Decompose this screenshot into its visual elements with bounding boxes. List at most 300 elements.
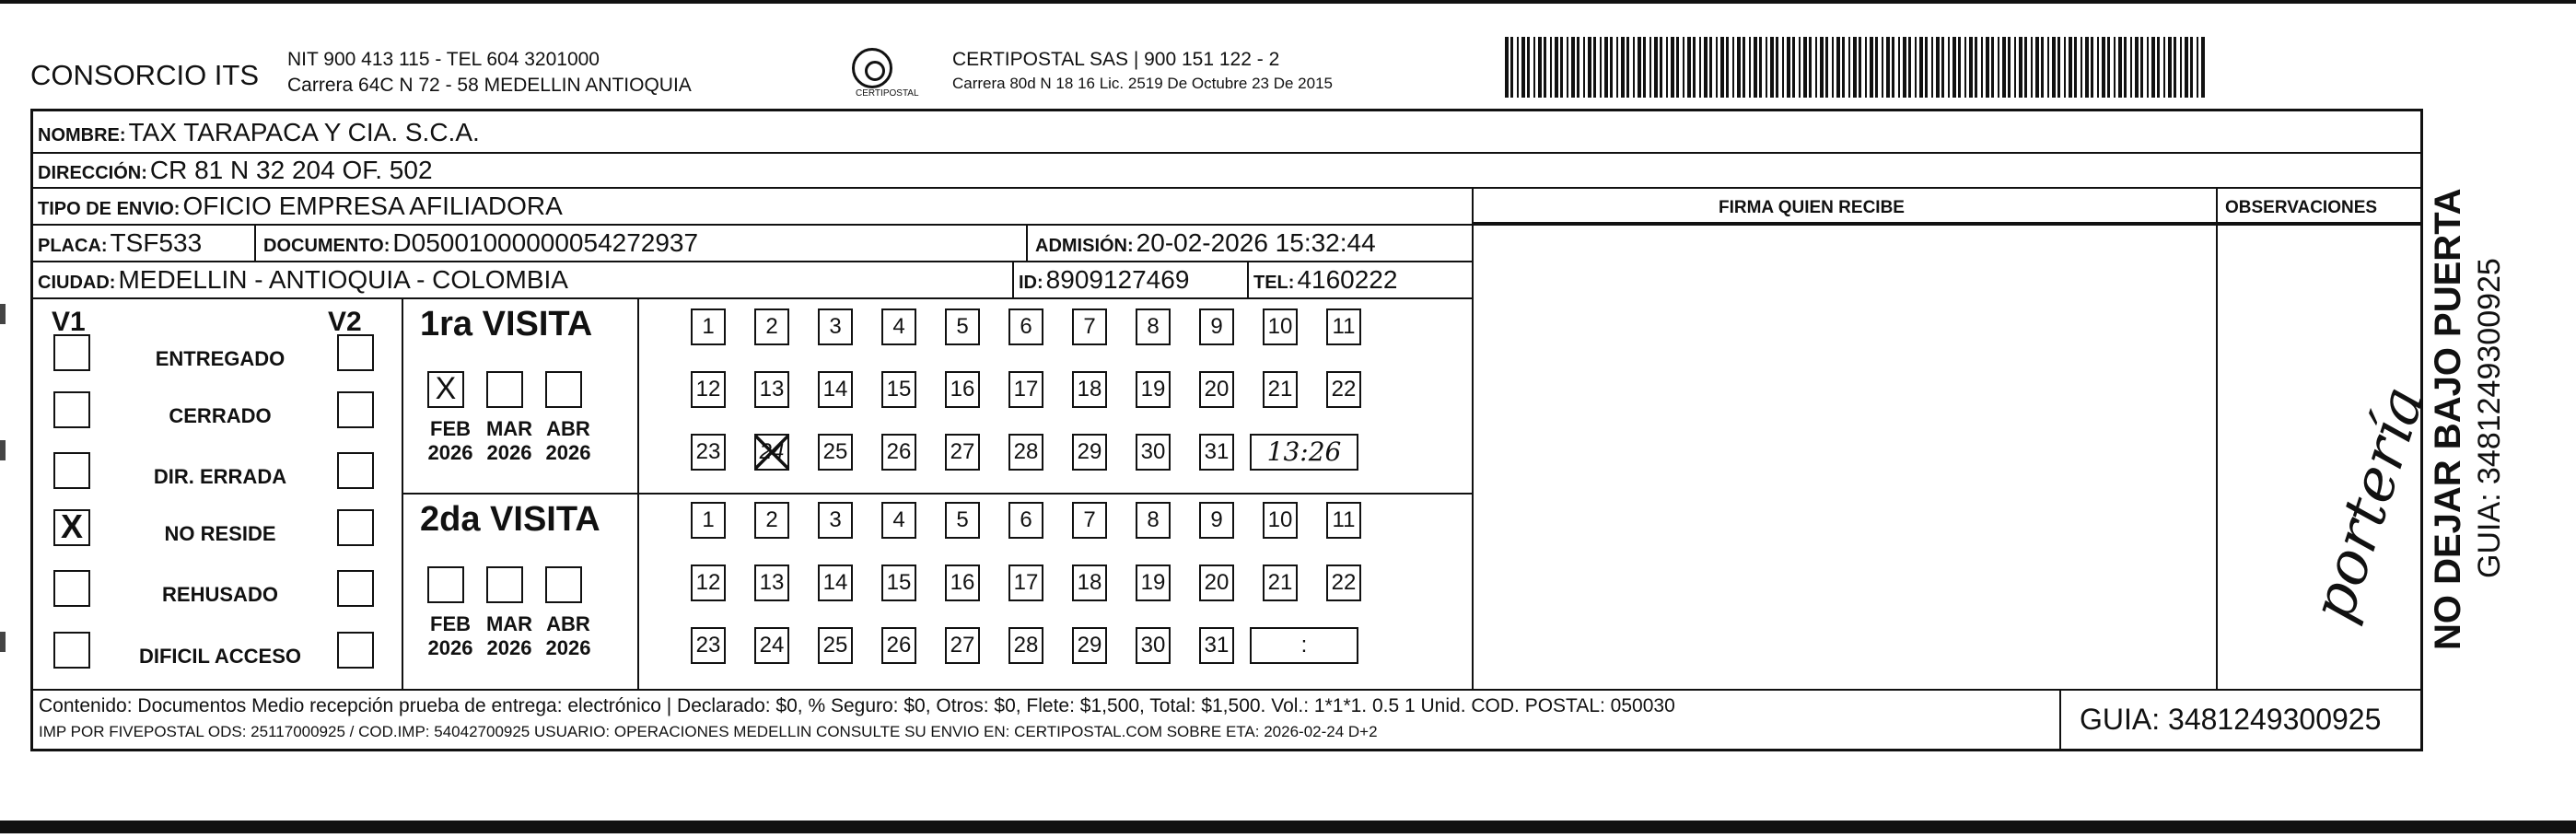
barcode-bar bbox=[1610, 37, 1613, 98]
day-box-1-13[interactable]: 13 bbox=[754, 564, 789, 601]
month-year: 2026 bbox=[545, 441, 591, 464]
day-box-1-6[interactable]: 6 bbox=[1008, 502, 1043, 539]
footer-contenido: Contenido: Documentos Medio recepción prueba de entrega: electrónico | Declarado: $0, % Seguro: $0, Otros: $0, Flete: $1,500, Total: $1,500. Vol.: 1*1*1. 0.5 1 Unid. COD. POSTAL: 050030 bbox=[39, 695, 1675, 716]
bottom-border-line bbox=[0, 821, 2576, 833]
day-box-1-10[interactable]: 10 bbox=[1263, 502, 1298, 539]
month-checkbox-1-0[interactable] bbox=[427, 566, 464, 603]
barcode-bar bbox=[1693, 37, 1696, 98]
day-box-0-8[interactable]: 8 bbox=[1136, 308, 1171, 345]
day-box-1-30[interactable]: 30 bbox=[1136, 627, 1171, 664]
tel-value: 4160222 bbox=[1297, 265, 1398, 294]
day-box-0-3[interactable]: 3 bbox=[818, 308, 853, 345]
barcode-bar bbox=[1510, 37, 1513, 98]
barcode-bar bbox=[1799, 37, 1801, 98]
barcode-bar bbox=[2157, 37, 2160, 98]
column-divider bbox=[1026, 224, 1028, 261]
no-dejar-bajo-puerta: NO DEJAR BAJO PUERTA bbox=[2428, 188, 2468, 650]
id-value: 8909127469 bbox=[1045, 265, 1190, 294]
barcode-bar bbox=[1583, 37, 1585, 98]
barcode-bar bbox=[1709, 37, 1712, 98]
v2-checkbox-5[interactable] bbox=[337, 632, 374, 669]
month-year: 2026 bbox=[486, 441, 532, 464]
column-divider bbox=[402, 297, 403, 689]
barcode-bar bbox=[1815, 37, 1817, 98]
month-label-0-2 bbox=[538, 417, 599, 465]
day-box-1-3[interactable]: 3 bbox=[818, 502, 853, 539]
day-box-1-9[interactable]: 9 bbox=[1199, 502, 1234, 539]
barcode-bar bbox=[2014, 37, 2016, 98]
nombre-label: NOMBRE: bbox=[38, 125, 126, 145]
barcode-bar bbox=[1859, 37, 1861, 98]
column-divider bbox=[1472, 187, 1474, 689]
barcode-bar bbox=[1666, 37, 1668, 98]
barcode-bar bbox=[1853, 37, 1857, 98]
visit-divider bbox=[402, 493, 1472, 495]
row-divider bbox=[1472, 224, 2420, 226]
v1-checkbox-0[interactable] bbox=[53, 334, 90, 371]
day-box-0-27[interactable]: 27 bbox=[945, 434, 980, 471]
day-box-1-21[interactable]: 21 bbox=[1263, 564, 1298, 601]
day-box-0-17[interactable]: 17 bbox=[1008, 371, 1043, 408]
status-label-2: DIR. ERRADA bbox=[153, 465, 287, 488]
nombre-field bbox=[38, 120, 480, 145]
barcode-bar bbox=[1875, 37, 1878, 98]
barcode-bar bbox=[2114, 37, 2116, 98]
company-name: CONSORCIO ITS bbox=[30, 59, 260, 91]
status-label-3: NO RESIDE bbox=[164, 522, 276, 545]
v1-checkbox-1[interactable] bbox=[53, 391, 90, 428]
barcode-bar bbox=[2019, 37, 2022, 98]
barcode-bar bbox=[1699, 37, 1701, 98]
v2-heading: V2 bbox=[328, 307, 362, 337]
barcode-bar bbox=[1604, 37, 1608, 98]
day-box-1-27[interactable]: 27 bbox=[945, 627, 980, 664]
barcode-bar bbox=[1633, 37, 1635, 98]
day-box-0-16[interactable]: 16 bbox=[945, 371, 980, 408]
direccion-value: CR 81 N 32 204 OF. 502 bbox=[149, 156, 433, 184]
footer-imp-line: IMP POR FIVEPOSTAL ODS: 25117000925 / COD.IMP: 54042700925 USUARIO: OPERACIONES MEDELLIN CONSULTE SU ENVIO EN: CERTIPOSTAL.COM SOBRE ETA: 2026-02-24 D+2 bbox=[39, 723, 1378, 740]
month-name: MAR bbox=[485, 612, 533, 635]
day-box-0-29[interactable]: 29 bbox=[1072, 434, 1107, 471]
barcode-bar bbox=[1975, 37, 1977, 98]
day-box-0-12[interactable]: 12 bbox=[691, 371, 726, 408]
barcode-bar bbox=[1981, 37, 1983, 98]
barcode-bar bbox=[2057, 37, 2060, 98]
day-box-0-14[interactable]: 14 bbox=[818, 371, 853, 408]
barcode-bar bbox=[1991, 37, 1994, 98]
barcode-bar bbox=[1521, 37, 1525, 98]
barcode-bar bbox=[1809, 37, 1812, 98]
day-box-0-15[interactable]: 15 bbox=[881, 371, 916, 408]
v2-checkbox-3[interactable] bbox=[337, 509, 374, 546]
barcode-bar bbox=[1616, 37, 1618, 98]
column-divider bbox=[637, 297, 639, 689]
barcode-bar bbox=[1593, 37, 1596, 98]
v2-checkbox-0[interactable] bbox=[337, 334, 374, 371]
day-box-1-16[interactable]: 16 bbox=[945, 564, 980, 601]
barcode-bar bbox=[1948, 37, 1950, 98]
barcode-bar bbox=[2002, 37, 2006, 98]
day-box-1-4[interactable]: 4 bbox=[881, 502, 916, 539]
barcode-bar bbox=[1848, 37, 1850, 98]
barcode-bar bbox=[1892, 37, 1894, 98]
day-box-0-31[interactable]: 31 bbox=[1199, 434, 1234, 471]
day-box-0-23[interactable]: 23 bbox=[691, 434, 726, 471]
barcode-bar bbox=[1533, 37, 1535, 98]
barcode-bar bbox=[1527, 37, 1530, 98]
barcode-bar bbox=[1782, 37, 1784, 98]
barcode-bar bbox=[1626, 37, 1629, 98]
barcode-bar bbox=[1964, 37, 1966, 98]
placa-field bbox=[38, 230, 202, 256]
visit-title-0: 1ra VISITA bbox=[420, 305, 593, 343]
day-box-1-14[interactable]: 14 bbox=[818, 564, 853, 601]
barcode-bar bbox=[1567, 37, 1568, 98]
barcode-bar bbox=[2185, 37, 2188, 98]
barcode-bar bbox=[1621, 37, 1625, 98]
barcode-bar bbox=[1732, 37, 1734, 98]
column-divider bbox=[2216, 187, 2218, 689]
footer-guia: GUIA: 3481249300925 bbox=[2080, 703, 2382, 736]
delivery-form bbox=[30, 109, 2439, 751]
barcode-bar bbox=[1958, 37, 1961, 98]
barcode-bar bbox=[1832, 37, 1834, 98]
barcode-bar bbox=[1704, 37, 1708, 98]
barcode-bar bbox=[1544, 37, 1546, 98]
ciudad-value: MEDELLIN - ANTIOQUIA - COLOMBIA bbox=[118, 265, 568, 294]
barcode-bar bbox=[1836, 37, 1840, 98]
tipo-envio-label: TIPO DE ENVIO: bbox=[38, 199, 181, 219]
v1-checkbox-5[interactable] bbox=[53, 632, 90, 669]
barcode-bar bbox=[2091, 37, 2093, 98]
top-border-line bbox=[0, 0, 2576, 4]
barcode-bar bbox=[1676, 37, 1679, 98]
barcode-bar bbox=[1936, 37, 1940, 98]
barcode-bar bbox=[2008, 37, 2011, 98]
status-label-0: ENTREGADO bbox=[155, 347, 286, 370]
barcode-bar bbox=[2147, 37, 2149, 98]
barcode-bar bbox=[1600, 37, 1602, 98]
barcode-bar bbox=[1908, 37, 1911, 98]
observaciones-handwriting: portería bbox=[2299, 378, 2439, 630]
barcode-bar bbox=[1865, 37, 1867, 98]
day-box-0-18[interactable]: 18 bbox=[1072, 371, 1107, 408]
certipostal-logo-icon bbox=[852, 48, 892, 88]
documento-label: DOCUMENTO: bbox=[263, 236, 390, 256]
day-box-1-5[interactable]: 5 bbox=[945, 502, 980, 539]
barcode-bar bbox=[1825, 37, 1828, 98]
barcode-bar bbox=[2151, 37, 2155, 98]
status-label-5: DIFICIL ACCESO bbox=[138, 645, 301, 668]
day-box-1-31[interactable]: 31 bbox=[1199, 627, 1234, 664]
month-year: 2026 bbox=[427, 441, 473, 464]
day-box-0-24[interactable]: 24 bbox=[754, 434, 789, 471]
month-name: FEB bbox=[430, 417, 471, 440]
time-box-1[interactable]: : bbox=[1250, 627, 1358, 664]
month-year: 2026 bbox=[545, 636, 591, 659]
day-box-1-29[interactable]: 29 bbox=[1072, 627, 1107, 664]
barcode-bar bbox=[1925, 37, 1928, 98]
barcode-bar bbox=[1726, 37, 1729, 98]
barcode-bar bbox=[2201, 37, 2205, 98]
barcode-bar bbox=[2197, 37, 2198, 98]
day-box-0-7[interactable]: 7 bbox=[1072, 308, 1107, 345]
tel-label: TEL: bbox=[1253, 273, 1295, 293]
barcode-bar bbox=[1737, 37, 1741, 98]
row-divider bbox=[33, 297, 1472, 299]
barcode-bar bbox=[2107, 37, 2110, 98]
row-divider bbox=[33, 224, 1472, 226]
day-box-0-25[interactable]: 25 bbox=[818, 434, 853, 471]
left-edge-mark bbox=[0, 440, 6, 460]
day-box-0-30[interactable]: 30 bbox=[1136, 434, 1171, 471]
ciudad-label: CIUDAD: bbox=[38, 273, 116, 293]
day-box-0-4[interactable]: 4 bbox=[881, 308, 916, 345]
v1-checkbox-3[interactable]: X bbox=[53, 509, 90, 546]
day-box-0-1[interactable]: 1 bbox=[691, 308, 726, 345]
month-checkbox-0-2[interactable] bbox=[545, 371, 582, 408]
id-field bbox=[1019, 267, 1189, 293]
day-box-1-25[interactable]: 25 bbox=[818, 627, 853, 664]
month-name: ABR bbox=[546, 612, 590, 635]
day-box-1-2[interactable]: 2 bbox=[754, 502, 789, 539]
day-box-0-28[interactable]: 28 bbox=[1008, 434, 1043, 471]
row-divider bbox=[33, 261, 1472, 262]
side-guia: GUIA: 3481249300925 bbox=[2472, 258, 2507, 578]
barcode-bar bbox=[1770, 37, 1774, 98]
placa-label: PLACA: bbox=[38, 236, 108, 256]
barcode-bar bbox=[1638, 37, 1641, 98]
day-box-0-11[interactable]: 11 bbox=[1326, 308, 1361, 345]
direccion-label: DIRECCIÓN: bbox=[38, 163, 147, 183]
day-box-1-18[interactable]: 18 bbox=[1072, 564, 1107, 601]
time-box-0[interactable]: 13:26 bbox=[1250, 434, 1358, 471]
nit-line: NIT 900 413 115 - TEL 604 3201000 bbox=[287, 49, 600, 70]
day-box-0-2[interactable]: 2 bbox=[754, 308, 789, 345]
barcode-bar bbox=[1577, 37, 1579, 98]
day-box-1-23[interactable]: 23 bbox=[691, 627, 726, 664]
barcode-bar bbox=[1882, 37, 1883, 98]
barcode-bar bbox=[2047, 37, 2049, 98]
barcode-bar bbox=[2168, 37, 2172, 98]
month-year: 2026 bbox=[486, 636, 532, 659]
barcode-bar bbox=[1842, 37, 1845, 98]
column-divider bbox=[1247, 261, 1249, 297]
left-edge-mark bbox=[0, 632, 6, 652]
month-name: FEB bbox=[430, 612, 471, 635]
barcode-bar bbox=[1654, 37, 1658, 98]
v1-checkbox-4[interactable] bbox=[53, 570, 90, 607]
day-box-1-8[interactable]: 8 bbox=[1136, 502, 1171, 539]
barcode-bar bbox=[2085, 37, 2089, 98]
day-box-1-19[interactable]: 19 bbox=[1136, 564, 1171, 601]
v1-heading: V1 bbox=[52, 307, 86, 337]
barcode-bar bbox=[2102, 37, 2105, 98]
logo-caption: CERTIPOSTAL bbox=[856, 88, 919, 99]
barcode-bar bbox=[1998, 37, 1999, 98]
barcode-bar bbox=[2069, 37, 2072, 98]
certipostal-name: CERTIPOSTAL SAS | 900 151 122 - 2 bbox=[952, 49, 1280, 70]
barcode-bar bbox=[1560, 37, 1563, 98]
barcode-bar bbox=[2041, 37, 2044, 98]
barcode-bar bbox=[2035, 37, 2039, 98]
v1-checkbox-2[interactable] bbox=[53, 452, 90, 489]
ciudad-field bbox=[38, 267, 568, 293]
barcode-bar bbox=[2130, 37, 2132, 98]
month-label-1-0 bbox=[420, 612, 481, 660]
barcode-bar bbox=[1716, 37, 1718, 98]
v2-checkbox-1[interactable] bbox=[337, 391, 374, 428]
barcode-bar bbox=[1588, 37, 1591, 98]
tipo-envio-value: OFICIO EMPRESA AFILIADORA bbox=[182, 192, 563, 220]
barcode-bar bbox=[1766, 37, 1767, 98]
observaciones-heading: OBSERVACIONES bbox=[2225, 198, 2378, 217]
footer-divider bbox=[33, 689, 2420, 691]
barcode-bar bbox=[1969, 37, 1973, 98]
admision-value: 20-02-2026 15:32:44 bbox=[1136, 228, 1376, 257]
barcode-bar bbox=[2064, 37, 2066, 98]
v2-checkbox-4[interactable] bbox=[337, 570, 374, 607]
barcode-bar bbox=[2024, 37, 2027, 98]
day-box-1-12[interactable]: 12 bbox=[691, 564, 726, 601]
day-box-0-10[interactable]: 10 bbox=[1263, 308, 1298, 345]
column-divider bbox=[1012, 261, 1014, 297]
barcode-bar bbox=[1986, 37, 1989, 98]
day-box-1-15[interactable]: 15 bbox=[881, 564, 916, 601]
barcode-bar bbox=[1903, 37, 1906, 98]
tel-field bbox=[1253, 267, 1397, 293]
day-box-1-26[interactable]: 26 bbox=[881, 627, 916, 664]
status-label-4: REHUSADO bbox=[162, 583, 278, 606]
barcode-bar bbox=[1649, 37, 1651, 98]
barcode-bar bbox=[1787, 37, 1790, 98]
tipo-envio-field bbox=[38, 193, 563, 219]
barcode-bar bbox=[2052, 37, 2056, 98]
barcode bbox=[1505, 37, 2206, 98]
barcode-bar bbox=[1550, 37, 1552, 98]
barcode-bar bbox=[2135, 37, 2139, 98]
certipostal-address: Carrera 80d N 18 16 Lic. 2519 De Octubre 23 De 2015 bbox=[952, 75, 1333, 92]
barcode-bar bbox=[2031, 37, 2033, 98]
barcode-bar bbox=[2097, 37, 2099, 98]
barcode-bar bbox=[1803, 37, 1807, 98]
column-divider bbox=[254, 224, 256, 261]
day-box-1-24[interactable]: 24 bbox=[754, 627, 789, 664]
barcode-bar bbox=[1870, 37, 1873, 98]
day-box-1-7[interactable]: 7 bbox=[1072, 502, 1107, 539]
day-box-0-6[interactable]: 6 bbox=[1008, 308, 1043, 345]
day-box-0-19[interactable]: 19 bbox=[1136, 371, 1171, 408]
barcode-bar bbox=[1792, 37, 1795, 98]
barcode-bar bbox=[1931, 37, 1933, 98]
day-box-1-1[interactable]: 1 bbox=[691, 502, 726, 539]
barcode-bar bbox=[1952, 37, 1956, 98]
day-box-1-22[interactable]: 22 bbox=[1326, 564, 1361, 601]
placa-value: TSF533 bbox=[110, 228, 203, 257]
day-box-0-21[interactable]: 21 bbox=[1263, 371, 1298, 408]
barcode-bar bbox=[1517, 37, 1519, 98]
barcode-bar bbox=[1555, 37, 1558, 98]
barcode-bar bbox=[1683, 37, 1684, 98]
barcode-bar bbox=[1898, 37, 1900, 98]
barcode-bar bbox=[2074, 37, 2077, 98]
barcode-bar bbox=[2140, 37, 2143, 98]
row-divider bbox=[1472, 222, 2420, 224]
barcode-bar bbox=[1538, 37, 1542, 98]
row-divider bbox=[33, 152, 2420, 154]
barcode-bar bbox=[1919, 37, 1923, 98]
month-checkbox-0-0[interactable]: X bbox=[427, 371, 464, 408]
firma-heading: FIRMA QUIEN RECIBE bbox=[1719, 198, 1905, 217]
month-label-1-1 bbox=[479, 612, 540, 660]
barcode-bar bbox=[1505, 37, 1509, 98]
documento-field bbox=[263, 230, 698, 256]
barcode-bar bbox=[1915, 37, 1917, 98]
day-box-0-20[interactable]: 20 bbox=[1199, 371, 1234, 408]
barcode-bar bbox=[2190, 37, 2193, 98]
month-year: 2026 bbox=[427, 636, 473, 659]
month-checkbox-1-1[interactable] bbox=[486, 566, 523, 603]
barcode-bar bbox=[1643, 37, 1646, 98]
barcode-bar bbox=[2081, 37, 2082, 98]
status-label-1: CERRADO bbox=[169, 404, 272, 427]
left-edge-mark bbox=[0, 304, 6, 324]
barcode-bar bbox=[1687, 37, 1691, 98]
barcode-bar bbox=[1671, 37, 1674, 98]
day-box-0-5[interactable]: 5 bbox=[945, 308, 980, 345]
barcode-bar bbox=[1759, 37, 1762, 98]
day-box-0-22[interactable]: 22 bbox=[1326, 371, 1361, 408]
admision-field bbox=[1035, 230, 1376, 256]
barcode-bar bbox=[2174, 37, 2176, 98]
direccion-field bbox=[38, 157, 433, 183]
day-box-1-17[interactable]: 17 bbox=[1008, 564, 1043, 601]
barcode-bar bbox=[2124, 37, 2127, 98]
barcode-bar bbox=[1571, 37, 1575, 98]
barcode-bar bbox=[1720, 37, 1724, 98]
v2-checkbox-2[interactable] bbox=[337, 452, 374, 489]
month-checkbox-0-1[interactable] bbox=[486, 371, 523, 408]
barcode-bar bbox=[1886, 37, 1890, 98]
barcode-bar bbox=[1743, 37, 1745, 98]
row-divider bbox=[33, 187, 2420, 189]
barcode-bar bbox=[1820, 37, 1824, 98]
id-label: ID: bbox=[1019, 273, 1043, 293]
admision-label: ADMISIÓN: bbox=[1035, 236, 1134, 256]
day-box-1-11[interactable]: 11 bbox=[1326, 502, 1361, 539]
barcode-bar bbox=[1776, 37, 1778, 98]
barcode-bar bbox=[2180, 37, 2182, 98]
day-box-0-13[interactable]: 13 bbox=[754, 371, 789, 408]
barcode-bar bbox=[2118, 37, 2122, 98]
month-checkbox-1-2[interactable] bbox=[545, 566, 582, 603]
day-box-0-26[interactable]: 26 bbox=[881, 434, 916, 471]
barcode-bar bbox=[2163, 37, 2165, 98]
barcode-bar bbox=[1941, 37, 1944, 98]
day-box-1-28[interactable]: 28 bbox=[1008, 627, 1043, 664]
visit-title-1: 2da VISITA bbox=[420, 500, 600, 539]
month-label-0-1 bbox=[479, 417, 540, 465]
barcode-bar bbox=[1754, 37, 1757, 98]
day-box-0-9[interactable]: 9 bbox=[1199, 308, 1234, 345]
month-label-0-0 bbox=[420, 417, 481, 465]
barcode-bar bbox=[1660, 37, 1662, 98]
documento-value: D05001000000054272937 bbox=[392, 228, 699, 257]
day-box-1-20[interactable]: 20 bbox=[1199, 564, 1234, 601]
month-name: MAR bbox=[485, 417, 533, 440]
month-name: ABR bbox=[546, 417, 590, 440]
column-divider bbox=[2059, 689, 2061, 749]
